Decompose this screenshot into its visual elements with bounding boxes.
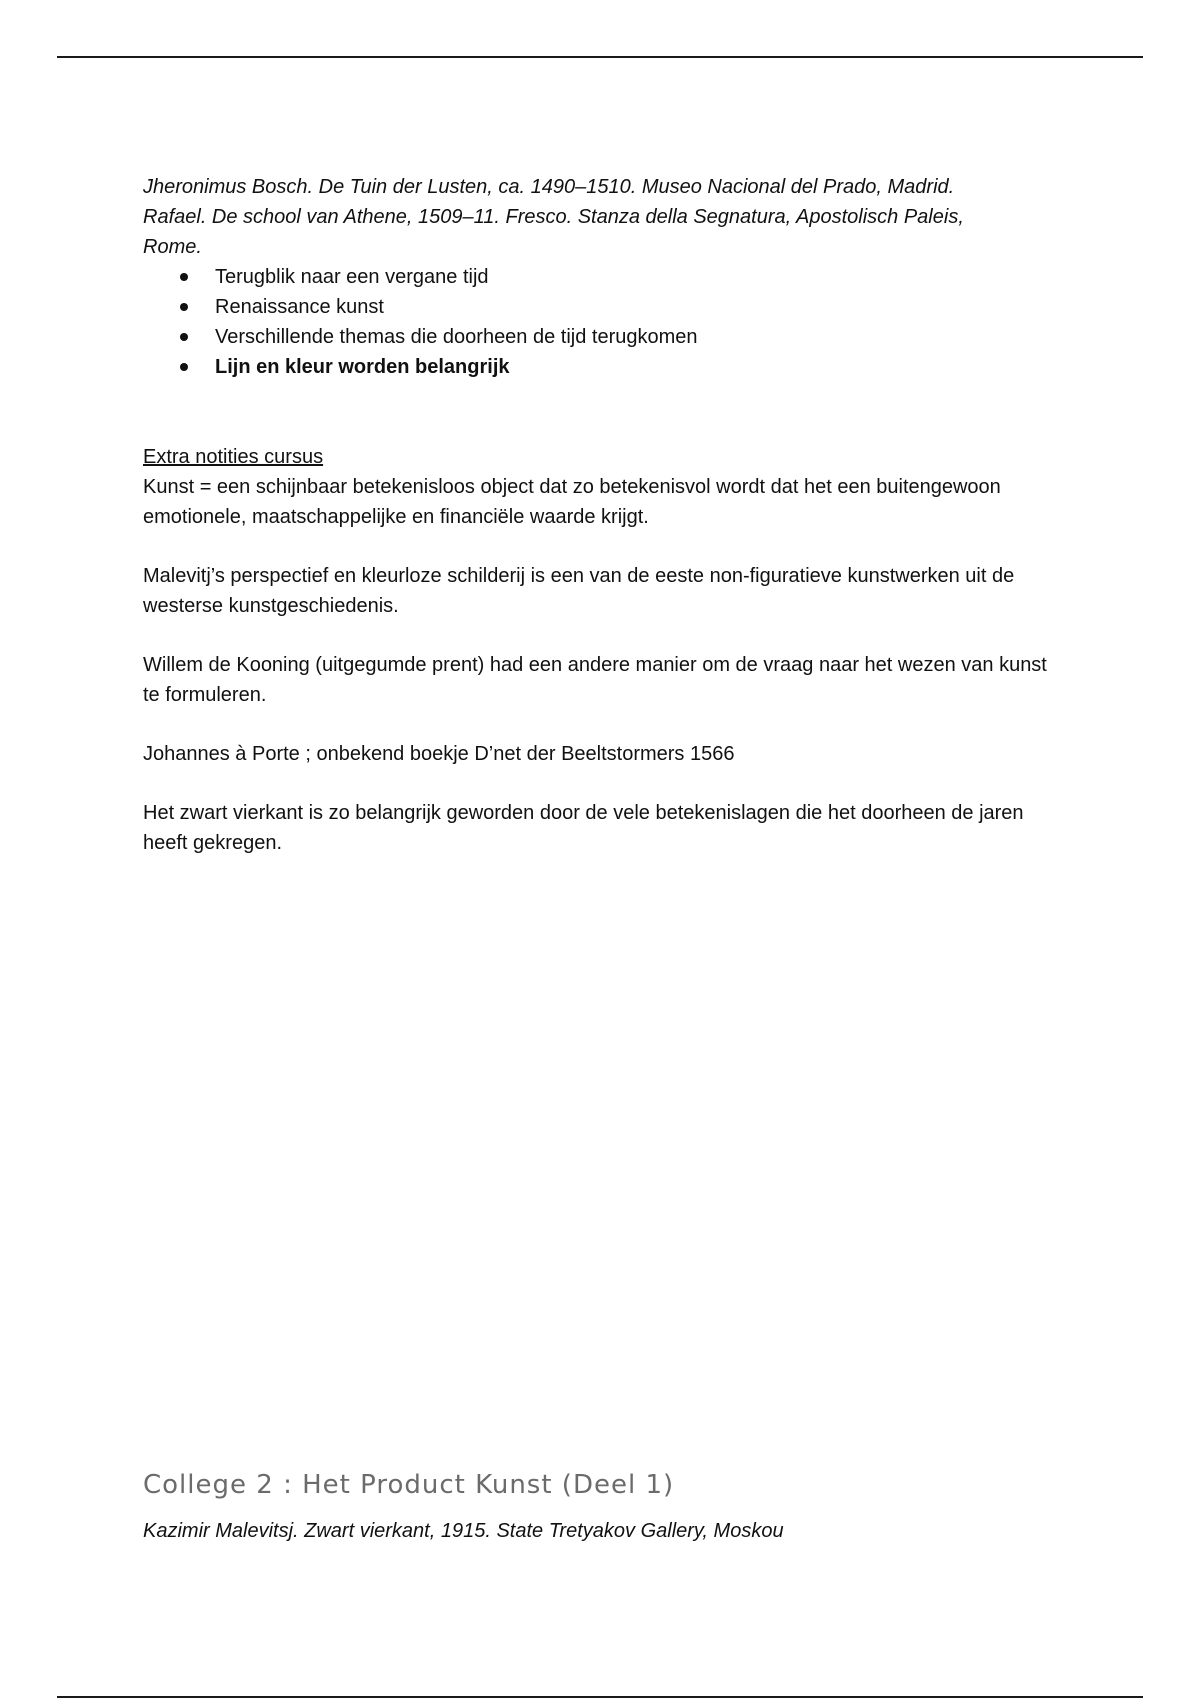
top-rule: [57, 56, 1143, 58]
bullet-icon: [180, 363, 188, 371]
bullet-item: [143, 322, 1063, 352]
bottom-rule: [57, 1696, 1143, 1698]
bullet-text: Terugblik naar een vergane tijd: [215, 266, 489, 288]
caption-line: Jheronimus Bosch. De Tuin der Lusten, ca. 1490–1510. Museo Nacional del Prado, Madrid.: [143, 176, 955, 198]
document-body: [143, 172, 1063, 858]
paragraph: Johannes à Porte ; onbekend boekje D’net der Beeltstormers 1566: [143, 743, 735, 765]
bullet-item: [143, 292, 1063, 322]
bullet-text: Verschillende themas die doorheen de tijd terugkomen: [215, 326, 698, 348]
bullet-icon: [180, 333, 188, 341]
section-heading: College 2 : Het Product Kunst (Deel 1): [143, 1470, 675, 1500]
bullet-item: [143, 352, 1063, 382]
caption-line: Rafael. De school van Athene, 1509–11. Fresco. Stanza della Segnatura, Apostolisch Paleis,: [143, 206, 964, 228]
bullet-text: Renaissance kunst: [215, 296, 384, 318]
extra-notes-heading: Extra notities cursus: [143, 446, 324, 468]
paragraph: Kunst = een schijnbaar betekenisloos object dat zo betekenisvol wordt dat het een buitengewoon emotionele, maatschappelijke en financiële waarde krijgt.: [143, 476, 1001, 528]
caption-line: Rome.: [143, 236, 202, 258]
paragraph: Willem de Kooning (uitgegumde prent) had een andere manier om de vraag naar het wezen van kunst te formuleren.: [143, 654, 1047, 706]
bullet-text-bold: Lijn en kleur worden belangrijk: [215, 356, 510, 378]
caption-block: [143, 172, 1063, 262]
paragraph: Malevitj’s perspectief en kleurloze schilderij is een van de eeste non-figuratieve kunstwerken uit de westerse kunstgeschiedenis.: [143, 565, 1015, 617]
bullet-item: [143, 262, 1063, 292]
paragraph: Het zwart vierkant is zo belangrijk geworden door de vele betekenislagen die het doorheen de jaren heeft gekregen.: [143, 802, 1024, 854]
bullet-icon: [180, 303, 188, 311]
bullet-icon: [180, 273, 188, 281]
bullet-list: [143, 262, 1063, 382]
section-caption: Kazimir Malevitsj. Zwart vierkant, 1915. State Tretyakov Gallery, Moskou: [143, 1520, 784, 1542]
